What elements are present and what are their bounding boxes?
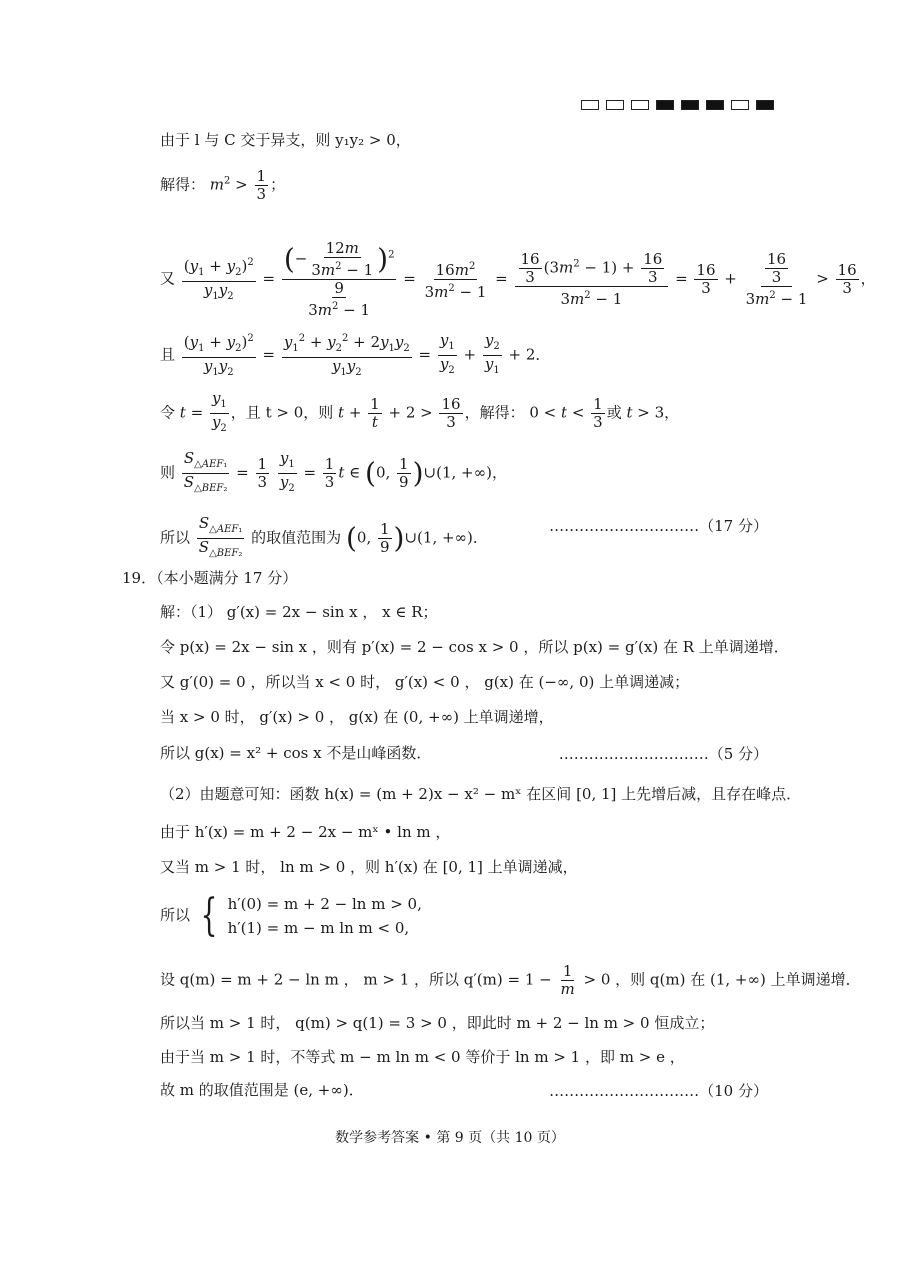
line-part1-derivative: 解：（1） g′(x) = 2x − sin x ， x ∈ R； [160, 603, 438, 621]
corner-mark-filled [681, 100, 699, 110]
q-function-text: 设 q(m) = m + 2 − ln m ， m > 1 ，所以 q′(m) = 1 − [160, 970, 552, 989]
line-ratio-expand: 且 $\frac{(y_1 + y_2)^2}{y_1y_2}$ = $\frac{y_1^2 + y_2^2 + 2y_1y_2}{y_1y_2}$ = $\frac{y_1}{y_2}$ + $\frac{y_2}{y_1}$ + 2． [160, 331, 551, 378]
line-area-ratio: 则 $\frac{S_{\triangle AEF_1}}{S_{\triangle BEF_2}}$ = $\frac{1}{3}$ $\frac{y_1}{y_2}$ = $\frac{1}{3}$ t ∈ (0, $\frac{1}{9}$ )∪(1, +∞)， [160, 449, 507, 494]
score-10: …………………………（10 分） [549, 1082, 768, 1100]
line-part2-equivalent: 由于当 m > 1 时，不等式 m − m ln m < 0 等价于 ln m > 1 ，即 m > e ， [160, 1048, 685, 1066]
line-prefix: 又 [160, 269, 176, 288]
question-19-title: 19．（本小题满分 17 分） [122, 569, 298, 587]
system-row-2: h′(1) = m − m ln m < 0, [227, 919, 410, 937]
line-solve-m: 解得： $m^2$ > $\frac{1}{3}$ ； [160, 167, 286, 203]
line-prefix: 令 [160, 403, 176, 422]
corner-mark-empty [606, 100, 624, 110]
corner-mark-empty [631, 100, 649, 110]
line-part1-increase: 当 x > 0 时， g′(x) > 0 ， g(x) 在 (0, +∞) 上单调递增， [160, 708, 554, 726]
line-part2-always-true: 所以当 m > 1 时， q(m) > q(1) = 3 > 0 ，即此时 m + 2 − ln m > 0 恒成立； [160, 1014, 715, 1032]
corner-mark-filled [756, 100, 774, 110]
line-let-t: 令 t = $\frac{y_1}{y_2}$ ，且 t > 0，则 t + $\frac{1}{t}$ + 2 > $\frac{16}{3}$ ，解得： 0 < t < $\frac{1}{3}$ 或 t > 3， [160, 389, 680, 434]
system-row-1: h′(0) = m + 2 − ln m > 0, [227, 895, 422, 913]
line-solve-text: ，解得： [464, 403, 525, 422]
page-footer: 数学参考答案 • 第 9 页（共 10 页） [335, 1130, 565, 1146]
line-area-range: 所以 $\frac{S_{\triangle AEF_1}}{S_{\triangle BEF_2}}$ 的取值范围为 (0, $\frac{1}{9}$ )∪(1, +∞)． [160, 514, 488, 559]
line-prefix: 所以 [160, 528, 191, 547]
inequality-system [228, 892, 422, 940]
corner-mark-filled [656, 100, 674, 110]
line-part1-monotone: 令 p(x) = 2x − sin x ，则有 p′(x) = 2 − cos x > 0 ，所以 p(x) = g′(x) 在 R 上单调递增． [160, 638, 789, 656]
line-part2-intro: （2）由题意可知：函数 h(x) = (m + 2)x − x² − mˣ 在区间 [0, 1] 上先增后减，且存在峰点． [160, 785, 802, 803]
corner-marks [581, 100, 774, 110]
line-part2-q-function: 设 q(m) = m + 2 − ln m ， m > 1 ，所以 q′(m) = 1 − $\frac{1}{m}$ > 0 ，则 q(m) 在 (1, +∞) 上单调递增． [160, 962, 861, 998]
line-part1-conclusion: 所以 g(x) = x² + cos x 不是山峰函数． [160, 744, 432, 762]
solve-label: 解得： [160, 175, 206, 194]
line-sum-square-ratio: 又 $\frac{(y_1 + y_2)^2}{y_1y_2}$ = (− $\frac{12m}{3m^2 - 1}$ )$^2$ $\frac{9}{3m^2 - 1}$ = $\frac{16m^2}{3m^2 - 1}$ = $\frac{16}{3}$ $(3m^2 - 1)$ + $\frac{16}{3}$ $3m^2 - 1$ = $\frac{16}{3}$ + $\frac{\frac{16}{3}}{3m^2 - 1}$ > $\frac{16}{3}$ ， [160, 239, 876, 319]
line-intersection-condition: 由于 l 与 C 交于异支，则 y₁y₂ > 0， [160, 131, 411, 149]
score-17: …………………………（17 分） [549, 517, 768, 535]
line-part1-decrease: 又 g′(0) = 0 ，所以当 x < 0 时， g′(x) < 0 ， g(x) 在 (−∞, 0) 上单调递减； [160, 673, 690, 691]
line-part2-derivative: 由于 h′(x) = m + 2 − 2x − mˣ • ln m ， [160, 823, 451, 841]
line-part2-conclusion: 故 m 的取值范围是 (e, +∞)． [160, 1081, 364, 1099]
line-mid-text: ，且 t > 0，则 [230, 403, 334, 422]
corner-mark-empty [731, 100, 749, 110]
line-prefix: 且 [160, 345, 176, 364]
corner-mark-filled [706, 100, 724, 110]
left-brace: { [200, 890, 218, 941]
q-function-text-tail: > 0 ，则 q(m) 在 (1, +∞) 上单调递增． [583, 970, 861, 989]
line-part2-system [160, 892, 422, 940]
line-part2-decreasing: 又当 m > 1 时， ln m > 0 ，则 h′(x) 在 [0, 1] 上单调递减， [160, 858, 578, 876]
line-mid-text: 的取值范围为 [251, 528, 342, 547]
line-prefix: 所以 [160, 906, 191, 924]
corner-mark-empty [581, 100, 599, 110]
score-5: …………………………（5 分） [558, 745, 768, 763]
line-prefix: 则 [160, 463, 176, 482]
